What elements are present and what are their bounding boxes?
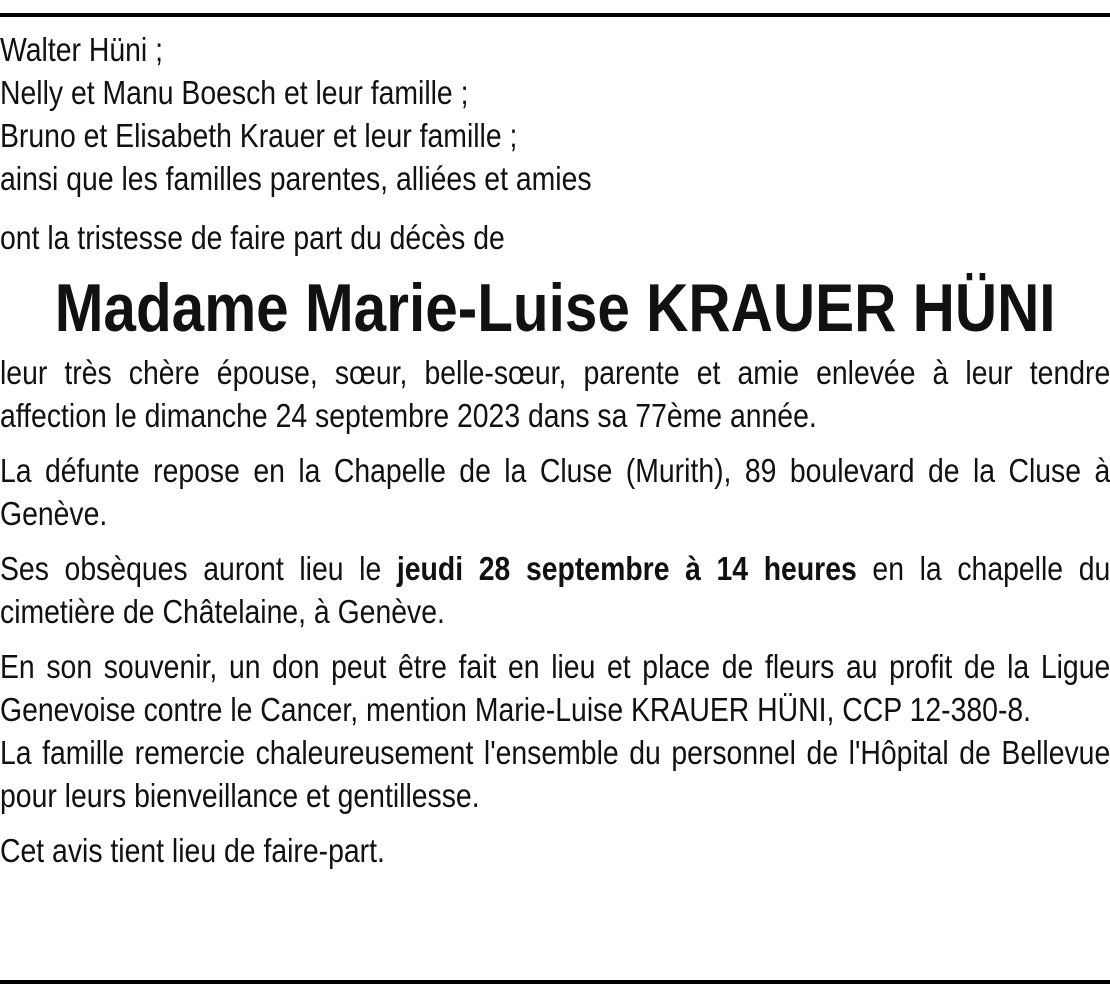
paragraph-funeral: [0, 547, 1110, 633]
paragraph-donation: En son souvenir, un don peut être fait en lieu et place de fleurs au profit de la Ligue Genevoise contre le Cancer, mention Marie-Luise KRAUER HÜNI, CCP 12-380-8.: [0, 648, 1110, 728]
family-line-2: Nelly et Manu Boesch et leur famille ;: [0, 74, 469, 111]
paragraph-relation: leur très chère épouse, sœur, belle-sœur, parente et amie enlevée à leur tendre affection le dimanche 24 septembre 2023 dans sa 77ème année.: [0, 354, 1110, 434]
family-line-1: Walter Hüni ;: [0, 31, 163, 68]
family-line-4: ainsi que les familles parentes, alliées et amies: [0, 160, 592, 197]
top-rule: [0, 13, 1110, 17]
paragraph-resting-place: La défunte repose en la Chapelle de la Cluse (Murith), 89 boulevard de la Cluse à Genève.: [0, 452, 1110, 532]
paragraph-thanks: La famille remercie chaleureusement l'ensemble du personnel de l'Hôpital de Bellevue pour leurs bienveillance et gentillesse.: [0, 734, 1110, 814]
family-line-3: Bruno et Elisabeth Krauer et leur famille ;: [0, 117, 518, 154]
deceased-name: Madame Marie-Luise KRAUER HÜNI: [54, 270, 1056, 346]
announcement-line: ont la tristesse de faire part du décès de: [0, 219, 505, 256]
paragraph-closing: Cet avis tient lieu de faire-part.: [0, 832, 385, 869]
funeral-text-before: Ses obsèques auront lieu le: [0, 550, 397, 587]
funeral-text-after: en la chapelle du cimetière de Châtelaine, à Genève.: [0, 550, 1110, 630]
bottom-rule: [0, 980, 1110, 984]
funeral-date-time: jeudi 28 septembre à 14 heures: [396, 550, 857, 587]
obituary-notice: [0, 28, 1110, 872]
